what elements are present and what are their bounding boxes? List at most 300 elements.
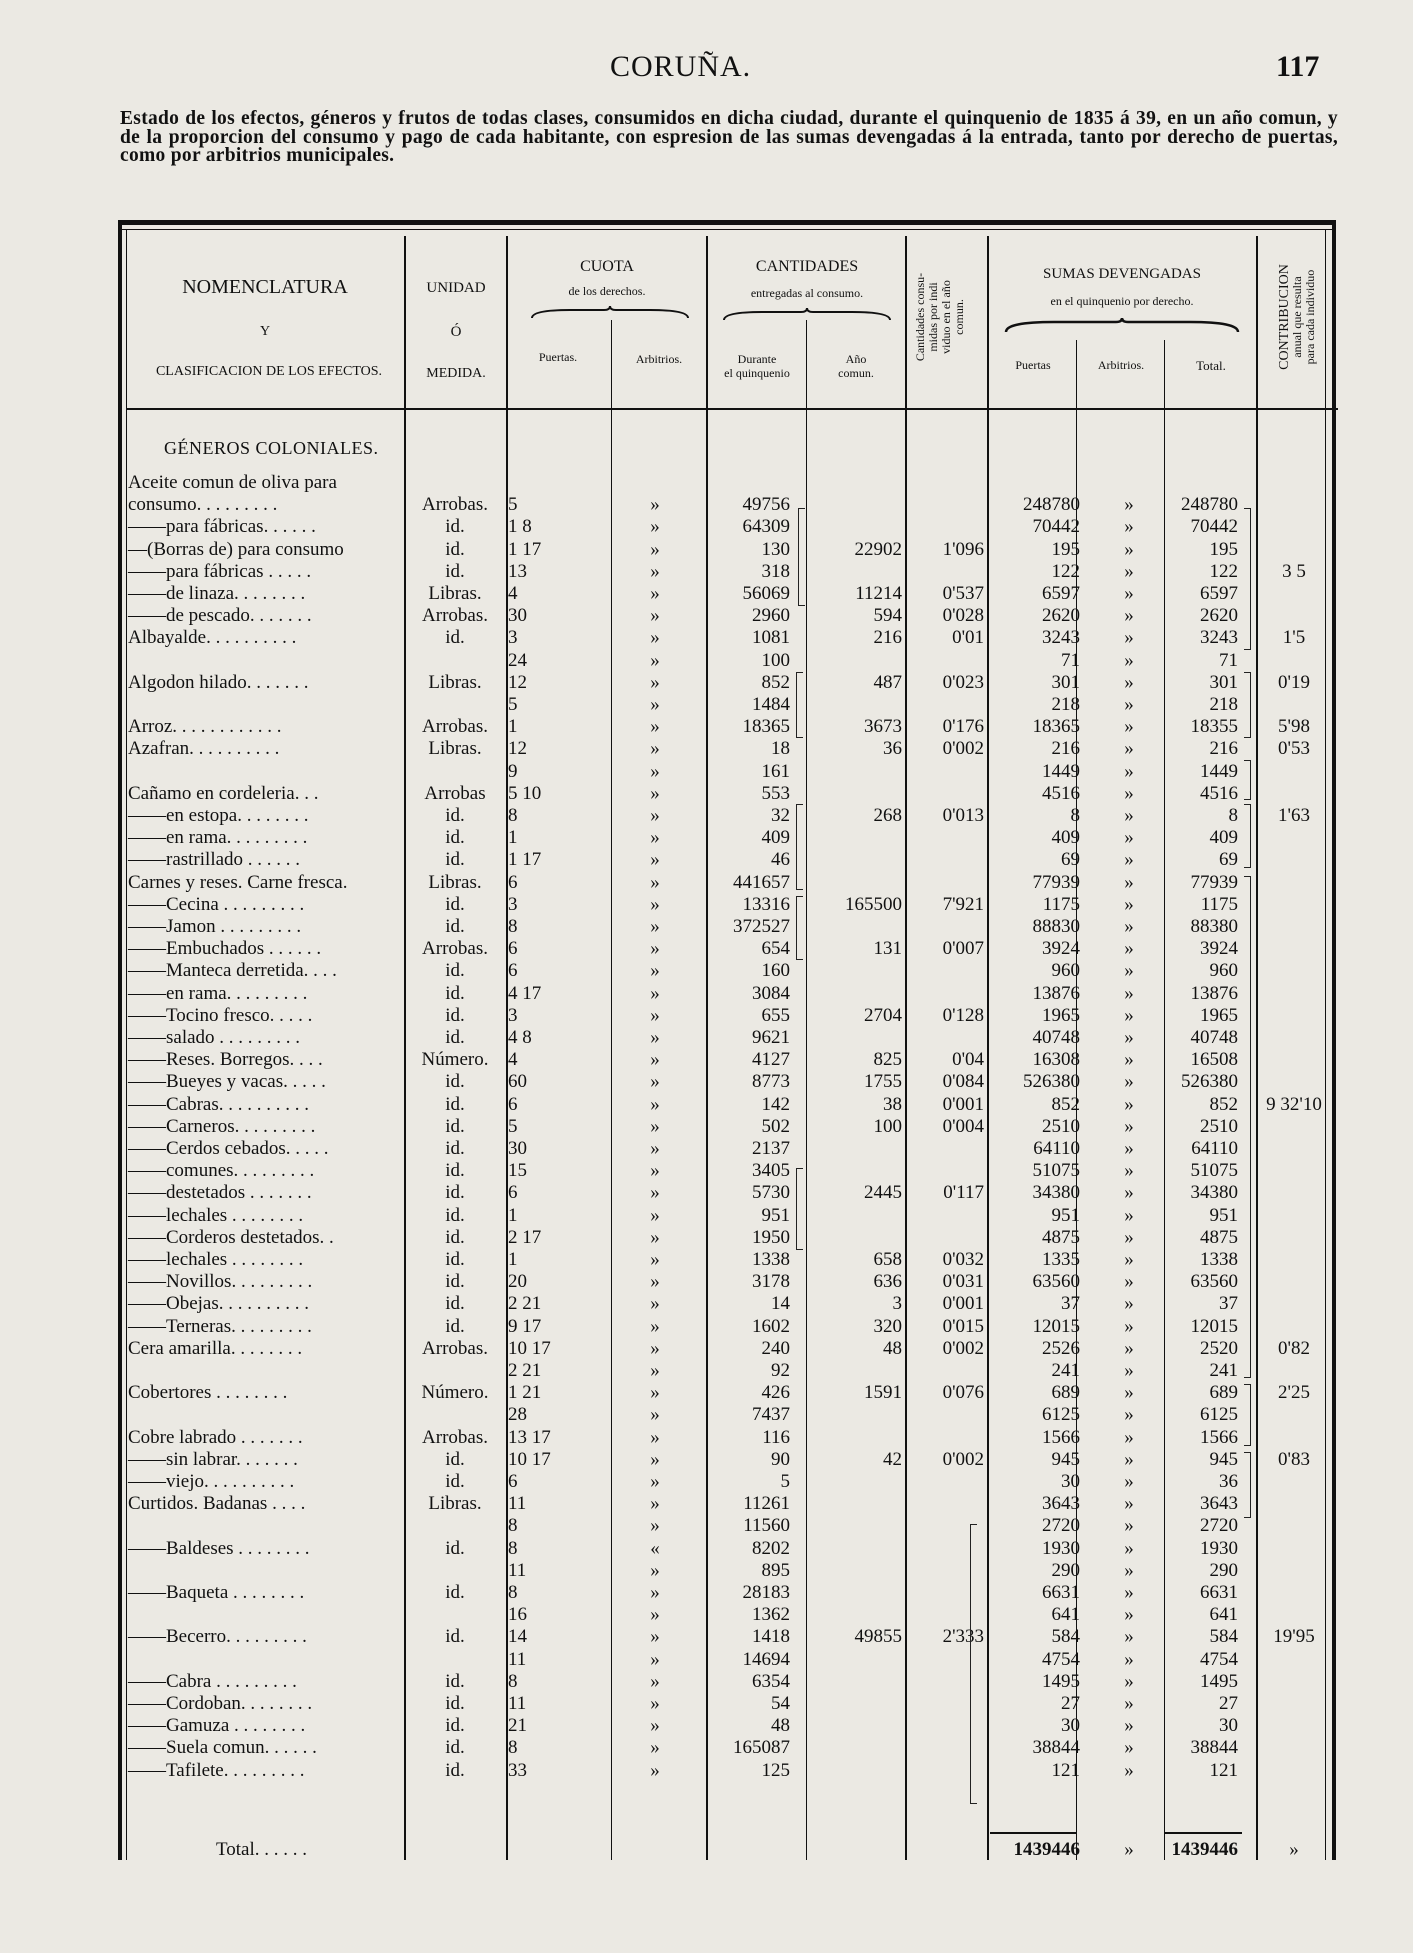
row-contribucion: 0'83 [1278,1448,1310,1470]
row-unit [404,761,506,783]
row-sumas-puertas: 409 [1051,827,1080,849]
row-cuota-puertas: 9 [508,760,518,782]
row-por-individuo: 0'002 [942,1448,984,1470]
row-cuota-arbitrios: » [650,982,660,1004]
header-por-individuo-4: comun. [952,299,966,335]
row-cuota-arbitrios: » [650,760,660,782]
row-anio-comun [800,783,902,805]
row-unit: id. [445,916,465,937]
row-cuota-puertas: 10 17 [508,1337,551,1359]
row-unit [404,650,506,672]
row-name: ——Suela comun. . . . . . [128,1737,317,1759]
row-sumas-arbitrios: » [1124,738,1134,760]
row-sumas-arbitrios: » [1124,982,1134,1004]
row-por-individuo [906,494,984,516]
row-sumas-arbitrios: » [1124,494,1134,516]
row-durante-quinquenio: 125 [761,1759,790,1781]
brace-cerdos-cantidades [796,1168,803,1250]
row-durante-quinquenio: 161 [761,760,790,782]
page-number: 117 [1276,50,1320,83]
row-contribucion [1248,1293,1340,1315]
header-cuota-sub: de los derechos. [568,284,646,298]
header-contribucion-1: CONTRIBUCION [1277,264,1292,370]
row-sumas-arbitrios: » [1124,1648,1134,1670]
row-anio-comun [800,1604,902,1626]
row-anio-comun: 216 [873,627,902,649]
row-unit: id. [445,538,465,560]
row-unit: Arrobas. [422,938,488,960]
row-anio-comun [800,1649,902,1671]
row-cuota-arbitrios: » [650,494,660,516]
row-cuota-puertas: 9 17 [508,1315,542,1337]
row-sumas-total: 71 [1219,649,1238,671]
brace-curtidos-sumas [970,1524,977,1804]
row-unit: Arrobas [424,782,486,804]
row-por-individuo [906,916,984,938]
row-unit: id. [445,1537,465,1559]
row-unit [404,1649,506,1671]
row-cuota-puertas: 12 [508,671,527,693]
brace-canamo-contrib [1244,804,1251,868]
row-name: ——en rama. . . . . . . . . [128,827,308,849]
row-cuota-arbitrios: » [650,516,660,538]
row-por-individuo: 0'031 [942,1271,984,1293]
row-contribucion [1248,1160,1340,1182]
row-sumas-puertas: 248780 [1023,494,1080,516]
row-sumas-total: 1449 [1200,760,1238,782]
row-contribucion [1248,472,1340,494]
row-cuota-arbitrios: » [650,1093,660,1115]
total-contribucion: » [1289,1839,1299,1860]
row-por-individuo: 0'001 [942,1293,984,1315]
row-cuota-puertas: 60 [508,1071,527,1093]
row-contribucion: 2'25 [1278,1382,1310,1404]
row-durante-quinquenio: 3178 [752,1271,790,1293]
row-unit: Número. [421,1382,489,1404]
header-clasificacion: CLASIFICACION DE LOS EFECTOS. [155,364,383,379]
row-por-individuo: 0'015 [942,1315,984,1337]
row-durante-quinquenio [700,472,790,494]
row-name: Cera amarilla. . . . . . . . [128,1337,303,1359]
row-sumas-total: 63560 [1190,1271,1238,1293]
row-durante-quinquenio: 6354 [752,1670,790,1692]
row-cuota-puertas: 33 [508,1759,527,1781]
row-sumas-total: 689 [1209,1382,1238,1404]
row-unit: id. [445,1093,465,1115]
row-sumas-total: 4516 [1200,782,1238,804]
total-rule-st [1164,1832,1242,1834]
row-por-individuo [906,983,984,1005]
row-sumas-total: 301 [1209,671,1238,693]
row-cuota-arbitrios: » [650,849,660,871]
row-durante-quinquenio: 92 [771,1360,790,1381]
row-sumas-arbitrios: » [1124,1426,1134,1448]
row-sumas-arbitrios: » [1124,1493,1134,1515]
row-por-individuo: 0'076 [942,1382,984,1404]
header-por-individuo-1: Cantidades consu- [913,272,927,362]
row-cuota-puertas: 11 [508,1559,527,1581]
row-durante-quinquenio: 11261 [743,1493,790,1515]
row-cuota-arbitrios: » [650,1493,660,1515]
row-cuota-puertas: 11 [508,1693,527,1714]
row-durante-quinquenio: 3405 [752,1160,790,1182]
row-durante-quinquenio: 54 [771,1693,790,1714]
row-sumas-total: 216 [1209,738,1238,760]
row-durante-quinquenio: 165087 [733,1737,790,1759]
row-durante-quinquenio: 14 [771,1293,790,1315]
row-durante-quinquenio: 90 [771,1448,790,1470]
row-anio-comun: 594 [873,605,902,627]
row-cuota-puertas: 4 [508,583,518,604]
header-unidad: UNIDAD [426,280,486,296]
row-cuota-puertas: 1 [508,1204,518,1226]
brace-aceite-cantidades [798,508,805,606]
header-durante-2: el quinquenio [724,366,790,380]
row-name: Arroz. . . . . . . . . . . . [128,716,282,738]
header-contribucion-2: anual que resulta [1290,276,1304,358]
row-por-individuo: 0'04 [952,1049,984,1071]
row-durante-quinquenio: 441657 [733,871,790,893]
row-name: ——Cabra . . . . . . . . . [128,1670,297,1692]
row-contribucion [1248,1538,1340,1560]
row-sumas-arbitrios: » [1124,1737,1134,1759]
row-sumas-puertas: 641 [1051,1604,1080,1626]
row-durante-quinquenio: 49756 [742,494,790,516]
row-contribucion [1248,1138,1340,1160]
row-cuota-puertas: 24 [508,649,527,671]
row-cuota-puertas: 6 [508,1471,518,1492]
row-durante-quinquenio: 655 [761,1004,790,1026]
row-cuota-arbitrios: » [650,1426,660,1448]
row-sumas-total: 18355 [1190,716,1238,738]
row-cuota-puertas: 1 [508,716,518,738]
row-anio-comun: 658 [873,1249,902,1270]
row-unit [404,1360,506,1382]
row-cuota-puertas: 3 [508,893,518,915]
row-sumas-arbitrios: » [1124,1204,1134,1226]
row-unit: id. [445,1226,465,1248]
row-sumas-total: 409 [1209,827,1238,849]
row-anio-comun: 825 [873,1049,902,1071]
row-durante-quinquenio: 654 [761,938,790,960]
row-contribucion [1248,1049,1340,1071]
row-anio-comun: 49855 [854,1626,902,1648]
row-durante-quinquenio: 9621 [752,1027,790,1048]
brace-carne-contrib [1244,876,1251,1378]
row-cuota-puertas: 15 [508,1160,527,1182]
row-contribucion [1248,494,1340,516]
row-cuota-arbitrios: » [650,738,660,760]
brace-carne-cantidades [796,896,803,960]
row-anio-comun: 3 [892,1293,902,1315]
header-cantidades: CANTIDADES [755,258,859,275]
row-anio-comun [800,472,902,494]
row-cuota-puertas: 14 [508,1626,527,1648]
row-por-individuo [906,849,984,871]
row-name: ——destetados . . . . . . . [128,1182,312,1204]
row-sumas-arbitrios: » [1124,1160,1134,1182]
row-contribucion [1248,1227,1340,1249]
row-cuota-arbitrios: » [650,694,660,715]
row-contribucion: 9 32'10 [1266,1093,1322,1115]
row-cuota-arbitrios: « [650,1537,660,1559]
row-sumas-arbitrios: » [1124,1093,1134,1115]
row-durante-quinquenio: 18 [771,738,790,760]
row-sumas-arbitrios: » [1124,1004,1134,1026]
header-contribucion-3: para cada individuo [1303,269,1317,365]
row-sumas-total: 1338 [1200,1249,1238,1270]
row-anio-comun [800,650,902,672]
row-contribucion [1248,761,1340,783]
row-sumas-arbitrios: » [1124,916,1134,937]
row-durante-quinquenio: 130 [761,538,790,560]
row-sumas-arbitrios: » [1124,516,1134,538]
row-contribucion [1248,1005,1340,1027]
row-cuota-arbitrios: » [650,605,660,627]
row-unit: id. [445,516,465,538]
row-unit: Arrobas. [422,716,488,738]
row-contribucion [1248,894,1340,916]
row-contribucion [1248,1360,1340,1382]
row-sumas-puertas: 241 [1051,1360,1080,1381]
row-por-individuo: 0'537 [942,583,984,604]
row-name: ——Corderos destetados. . [128,1226,334,1248]
row-por-individuo [906,1493,984,1515]
row-sumas-total: 290 [1209,1559,1238,1581]
row-sumas-arbitrios: » [1124,1115,1134,1137]
row-sumas-arbitrios: » [1124,1293,1134,1315]
row-cuota-arbitrios: » [650,1204,660,1226]
row-unit [404,1604,506,1626]
table-caption: Estado de los efectos, géneros y frutos de todas clases, consumidos en dicha ciudad, durante el quinquenio de 1835 á 39, en un año comun, y de la proporcion del consumo y pago de cada habitante, con espresion de las sumas devengadas á la entrada, tanto por derecho de puertas, como por arbitrios municipales. [120,108,1338,166]
row-unit: id. [445,1138,465,1159]
row-name: —(Borras de) para consumo [128,538,344,560]
total-rule-sp [990,1832,1076,1834]
row-cuota-puertas: 3 [508,1004,518,1026]
row-cuota-arbitrios: » [650,627,660,649]
row-unit: Libras. [428,1493,482,1515]
row-name: ——Tocino fresco. . . . . [128,1004,313,1026]
row-cuota-arbitrios: » [650,1071,660,1093]
row-name: ——Cabras. . . . . . . . . . [128,1093,310,1115]
row-sumas-arbitrios: » [1124,871,1134,893]
row-cuota-arbitrios: » [650,1315,660,1337]
row-unit [404,1404,506,1426]
row-cuota-arbitrios: » [650,1648,660,1670]
row-unit: Libras. [428,583,482,604]
row-por-individuo [906,516,984,538]
row-sumas-puertas: 13876 [1032,982,1080,1004]
row-sumas-total: 3643 [1200,1493,1238,1515]
row-sumas-total: 69 [1219,849,1238,871]
row-cuota-puertas: 1 [508,1249,518,1270]
row-cuota-puertas: 8 [508,1515,518,1537]
row-cuota-puertas: 4 8 [508,1027,532,1048]
row-contribucion [1248,1560,1340,1582]
row-contribucion [1248,1271,1340,1293]
row-por-individuo: 0'084 [942,1071,984,1093]
header-s-arbitrios: Arbitrios. [1097,358,1145,372]
row-durante-quinquenio: 64309 [742,516,790,538]
row-sumas-total: 526380 [1181,1071,1238,1093]
row-sumas-total: 12015 [1190,1315,1238,1337]
row-cuota-arbitrios: » [650,1138,660,1159]
row-sumas-total: 1175 [1200,893,1238,915]
row-cuota-puertas: 30 [508,1138,527,1159]
row-cuota-arbitrios: » [650,1715,660,1737]
brace-cobre-contrib [1244,1452,1251,1518]
row-cuota-puertas: 1 8 [508,516,532,538]
row-cuota-puertas: 11 [508,1648,527,1670]
row-unit: id. [445,982,465,1004]
row-unit: id. [445,1115,465,1137]
row-name: ——comunes. . . . . . . . . [128,1160,315,1182]
total-sumas-puertas: 1439446 [1013,1839,1080,1860]
row-name: ——Reses. Borregos. . . . [128,1049,323,1071]
row-sumas-arbitrios: » [1124,938,1134,960]
row-sumas-total: 88380 [1190,916,1238,937]
row-name: Cobertores . . . . . . . . [128,1382,288,1404]
row-sumas-puertas: 2526 [1042,1337,1080,1359]
row-por-individuo [906,872,984,894]
row-cuota-arbitrios: » [650,538,660,560]
row-sumas-puertas: 64110 [1033,1138,1080,1159]
row-anio-comun: 320 [873,1315,902,1337]
row-por-individuo: 0'002 [942,1337,984,1359]
row-sumas-puertas: 945 [1051,1448,1080,1470]
header-s-puertas: Puertas [1015,358,1051,372]
row-name: Cobre labrado . . . . . . . [128,1426,303,1448]
row-sumas-arbitrios: » [1124,1071,1134,1093]
row-sumas-puertas: 69 [1061,849,1080,871]
sumas-brace [1004,318,1240,334]
row-contribucion [1248,783,1340,805]
row-sumas-arbitrios: » [1124,716,1134,738]
row-contribucion [1248,1760,1340,1782]
row-anio-comun: 42 [883,1448,902,1470]
row-anio-comun [800,1493,902,1515]
row-por-individuo [906,1160,984,1182]
row-contribucion [1248,983,1340,1005]
row-sumas-puertas: 70442 [1032,516,1080,538]
row-contribucion [1248,827,1340,849]
row-anio-comun: 1755 [864,1071,902,1093]
row-anio-comun [800,916,902,938]
row-unit: id. [445,1448,465,1470]
row-sumas-puertas: 2510 [1042,1115,1080,1137]
row-cuota-arbitrios: » [650,671,660,693]
row-name: ——Baqueta . . . . . . . . [128,1582,305,1603]
row-durante-quinquenio: 3084 [752,982,790,1004]
row-anio-comun [800,1160,902,1182]
row-unit: Arrobas. [422,1337,488,1359]
row-cuota-arbitrios: » [650,1226,660,1248]
cantidades-brace [722,308,892,322]
row-por-individuo [906,1027,984,1049]
row-cuota-arbitrios: » [650,1004,660,1026]
row-name: ——Terneras. . . . . . . . . [128,1315,312,1337]
row-cuota-puertas: 10 17 [508,1448,551,1470]
row-unit: id. [445,1071,465,1093]
row-cuota-arbitrios: » [650,1293,660,1315]
row-cuota-puertas: 5 [508,1115,518,1137]
row-sumas-arbitrios: » [1124,1537,1134,1559]
row-anio-comun [800,849,902,871]
row-sumas-total: 16508 [1190,1049,1238,1071]
row-sumas-total: 1930 [1200,1537,1238,1559]
row-contribucion: 1'5 [1282,627,1306,649]
header-cuota: CUOTA [580,258,634,275]
row-cuota-puertas: 6 [508,938,518,960]
header-anio-2: comun. [838,366,874,380]
row-sumas-total: 945 [1209,1448,1238,1470]
header-por-individuo-2: midas por indi [926,282,940,352]
row-contribucion: 0'53 [1278,738,1310,760]
row-durante-quinquenio: 7437 [752,1404,790,1426]
row-anio-comun [800,1427,902,1449]
row-contribucion [1248,694,1340,716]
header-puertas: Puertas. [538,350,578,364]
row-contribucion [1248,960,1340,982]
row-name: ——lechales . . . . . . . . [128,1249,304,1270]
row-name: ——de pescado. . . . . . . [128,605,312,627]
row-contribucion [1248,1737,1340,1759]
row-por-individuo [906,761,984,783]
row-por-individuo: 0'01 [952,627,984,649]
row-durante-quinquenio: 32 [771,805,790,826]
row-durante-quinquenio: 13316 [742,893,790,915]
row-name: Cañamo en cordeleria. . . [128,782,319,804]
row-sumas-total: 2510 [1200,1115,1238,1137]
row-por-individuo [906,1427,984,1449]
row-sumas-total: 4875 [1200,1226,1238,1248]
row-durante-quinquenio: 426 [761,1382,790,1404]
row-sumas-puertas: 71 [1061,649,1080,671]
row-contribucion: 5'98 [1278,716,1310,738]
row-cuota-arbitrios: » [650,827,660,849]
row-name: Aceite comun de oliva para [128,472,337,493]
row-durante-quinquenio: 2960 [752,605,790,627]
row-unit: id. [445,1160,465,1182]
row-unit: id. [445,1582,465,1603]
row-unit: id. [445,1204,465,1226]
row-unit: id. [445,805,465,826]
row-durante-quinquenio: 2137 [752,1138,790,1159]
row-contribucion [1248,1182,1340,1204]
row-durante-quinquenio: 951 [761,1204,790,1226]
row-durante-quinquenio: 852 [761,671,790,693]
row-anio-comun [800,1737,902,1759]
row-sumas-puertas: 8 [1070,805,1080,826]
row-sumas-puertas: 38844 [1032,1737,1080,1759]
row-name: ——Embuchados . . . . . . [128,938,322,960]
row-cuota-puertas: 4 [508,1049,518,1071]
row-cuota-puertas: 2 17 [508,1226,542,1248]
brace-algodon-cantidades [796,672,803,738]
row-anio-comun: 3673 [864,716,902,738]
row-durante-quinquenio: 240 [761,1337,790,1359]
row-name: ——en rama. . . . . . . . . [128,982,308,1004]
row-sumas-total: 64110 [1191,1138,1238,1159]
row-sumas-puertas: 30 [1061,1471,1080,1492]
row-name: ——sin labrar. . . . . . . [128,1448,298,1470]
row-durante-quinquenio: 46 [771,849,790,871]
row-sumas-total: 40748 [1190,1027,1238,1048]
row-durante-quinquenio: 142 [761,1093,790,1115]
page-title: CORUÑA. [610,50,752,83]
row-cuota-puertas: 6 [508,960,518,982]
row-cuota-puertas: 8 [508,1537,518,1559]
